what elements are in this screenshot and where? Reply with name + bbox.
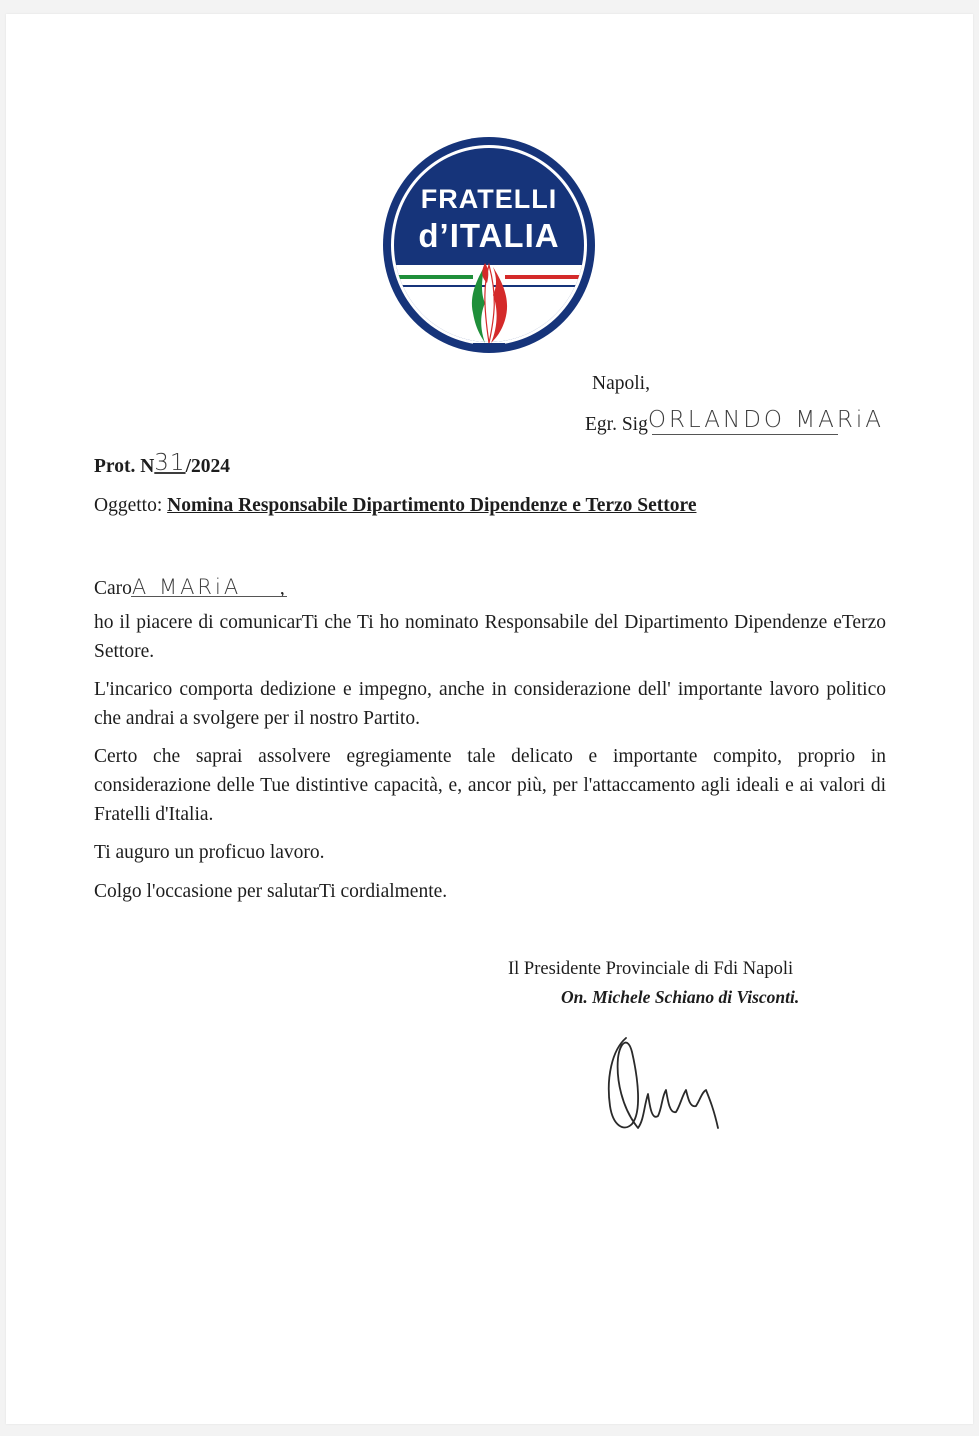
salutation-suffix: , <box>279 578 285 599</box>
subject-line <box>94 491 696 520</box>
protocol-year: /2024 <box>185 456 230 477</box>
subject-text: Nomina Responsabile Dipartimento Dipendenze e Terzo Settore <box>167 495 697 516</box>
salutation <box>94 573 285 603</box>
body-paragraph-1: ho il piacere di comunicarTi che Ti ho nominato Responsabile del Dipartimento Dipendenze eTerzo Settore. <box>94 612 886 662</box>
recipient-handwritten: ORLANDO MARiA <box>647 407 885 433</box>
recipient-prefix: Egr. Sig <box>585 414 648 435</box>
recipient-underline <box>652 434 838 435</box>
city-date: Napoli, <box>592 373 650 394</box>
body-paragraph-5: Colgo l'occasione per salutarTi cordialmente. <box>94 881 448 902</box>
protocol-handwritten-number: 31 <box>154 450 186 476</box>
salutation-prefix: Caro <box>94 578 132 599</box>
logo-text-fratelli: FRATELLI <box>420 184 558 214</box>
protocol-number <box>94 451 230 481</box>
salutation-underline <box>131 596 287 597</box>
signature-name: On. Michele Schiano di Visconti. <box>561 987 800 1007</box>
body-paragraph-2: L'incarico comporta dedizione e impegno, anche in considerazione dell' importante lavoro politico che andrai a svolgere per il nostro Partito. <box>94 679 886 729</box>
subject-label: Oggetto: <box>94 495 163 516</box>
body-paragraph-3: Certo che saprai assolvere egregiamente tale delicato e importante compito, proprio in considerazione delle Tue distintive capacità, e, ancor più, per l'attaccamento agli ideali e ai valori di Fratelli d'Italia. <box>94 746 886 825</box>
protocol-label: Prot. N <box>94 456 155 477</box>
signature-title: Il Presidente Provinciale di Fdi Napoli <box>508 959 794 979</box>
handwritten-signature <box>598 1028 728 1138</box>
salutation-handwritten: A MARiA <box>131 575 242 599</box>
logo-text-ditalia: d’ITALIA <box>418 217 560 254</box>
body-paragraph-4: Ti auguro un proficuo lavoro. <box>94 842 325 863</box>
fratelli-ditalia-logo <box>381 135 597 355</box>
